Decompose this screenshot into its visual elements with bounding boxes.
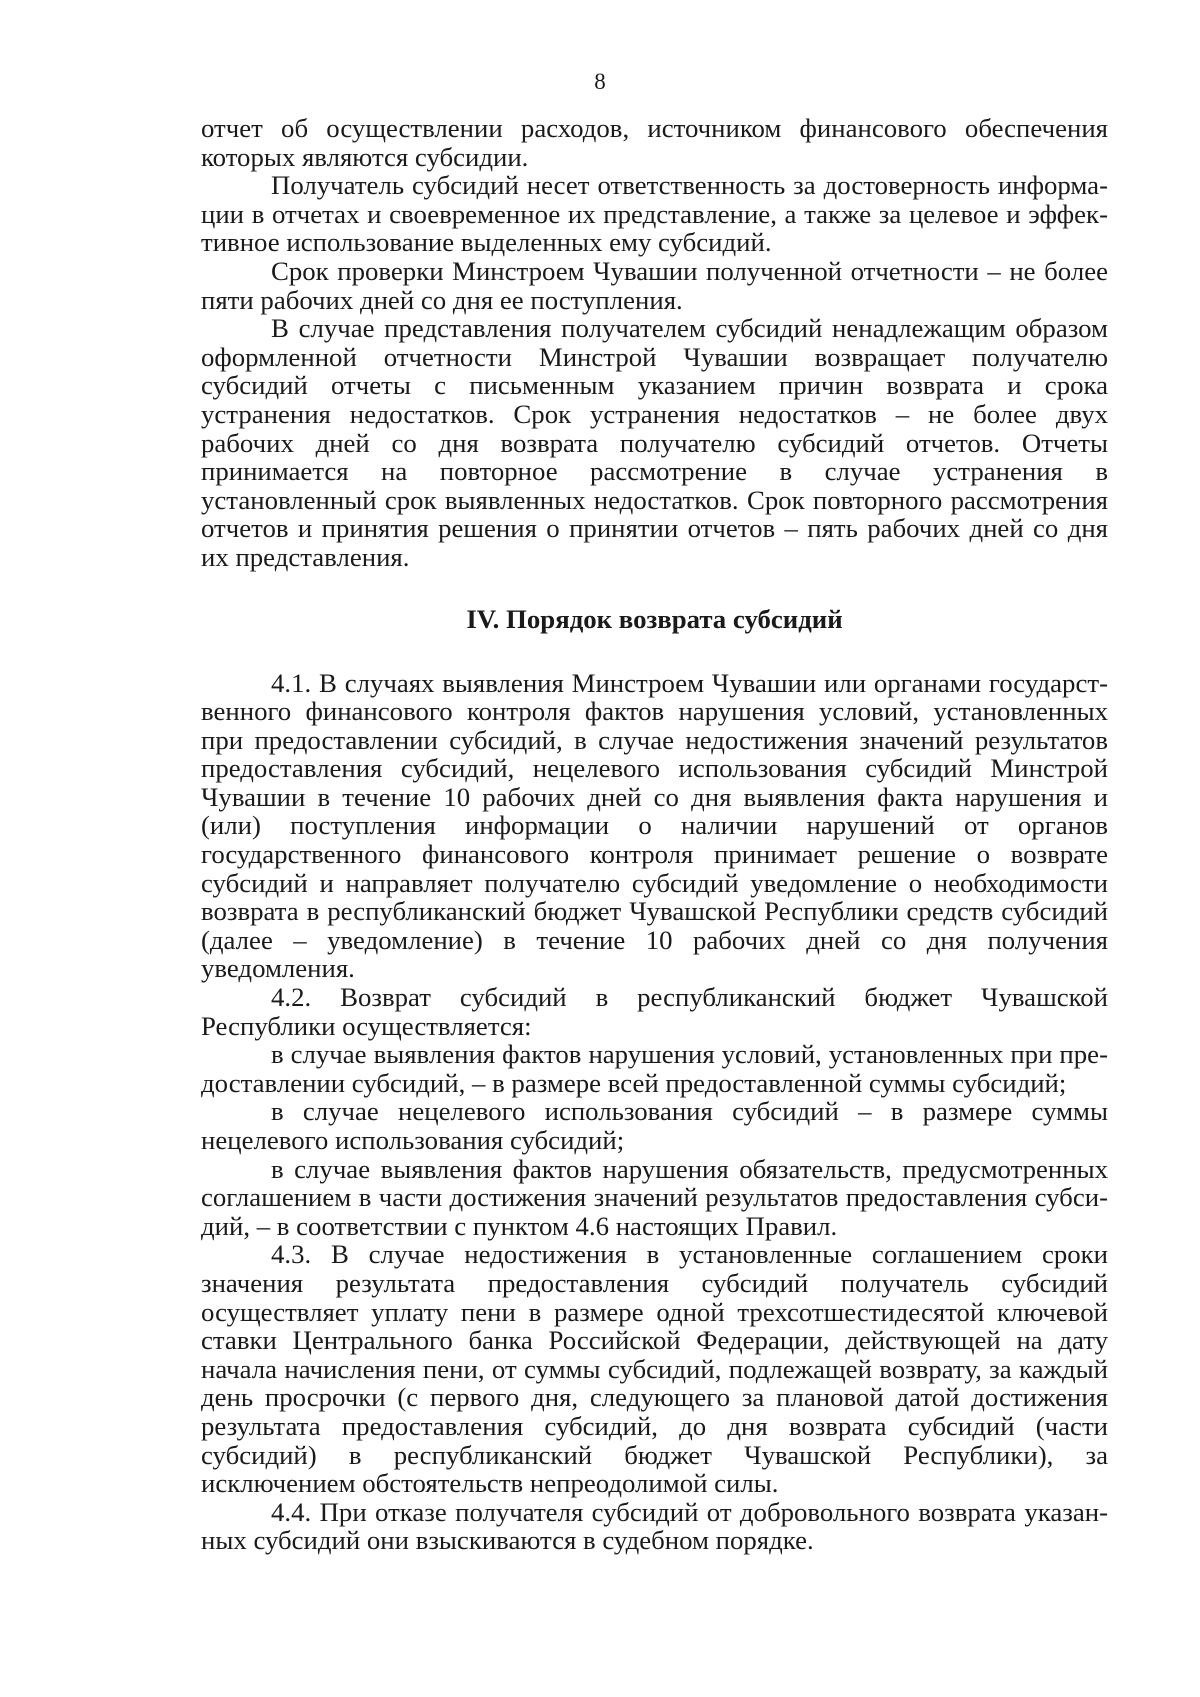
paragraph: Получатель субсидий несет ответственность за достоверность информации в отчетах и своевременное их представление, а также за целевое и эффективное использование выделенных ему субсидий.: [201, 170, 1108, 258]
paragraph: 4.2. Возврат субсидий в республиканский бюджет Чувашской Республики осуществляется:: [201, 982, 1108, 1041]
paragraph: в случае выявления фактов нарушения обязательств, предусмотренных соглашением в части достижения значений результатов предоставления субсидий, – в соответствии с пунктом 4.6 настоящих Правил.: [201, 1153, 1108, 1241]
paragraph: Срок проверки Минстроем Чувашии полученной отчетности – не более пяти рабочих дней со дня ее поступления.: [201, 255, 1108, 315]
document-body: [201, 114, 1108, 1555]
paragraph: отчет об осуществлении расходов, источником финансового обеспечения которых являются субсидии.: [201, 113, 1108, 172]
paragraph: в случае нецелевого использования субсидий – в размере суммы нецелевого использования субсидий;: [201, 1096, 1108, 1155]
section-heading: IV. Порядок возврата субсидий: [466, 603, 843, 634]
paragraph: 4.4. При отказе получателя субсидий от добровольного возврата указанных субсидий они взыскиваются в судебном порядке.: [201, 1496, 1108, 1556]
paragraph: 4.3. В случае недостижения в установленные соглашением сроки значения результата предоставления субсидий получатель субсидий осуществляет уплату пени в размере одной трехсотшестидесятой ключевой ставки Центрального банка Российской Федерации, действующей на дату начала начисления пени, от суммы субсидий, подлежащей возврату, за каждый день просрочки (с первого дня, следующего за плановой датой достижения результата предоставления субсидий, до дня возврата субсидий (части субсидий) в республиканский бюджет Чувашской Республики), за исключением обстоятельств непреодолимой силы.: [201, 1239, 1108, 1499]
page-number: 8: [594, 69, 606, 94]
paragraph: 4.1. В случаях выявления Минстроем Чувашии или органами государственного финансового контроля фактов нарушения условий, установленных при предоставлении субсидий, в случае недостижения значений результатов предоставления субсидий, нецелевого использования субсидий Минстрой Чувашии в течение 10 рабочих дней со дня выявления факта нарушения и (или) поступления информации о наличии нарушений от органов государственного финансового контроля принимает решение о возврате субсидий и направляет получателю субсидий уведомление о необходимости возврата в республиканский бюджет Чувашской Республики средств субсидий (далее – уведомление) в течение 10 рабочих дней со дня получения уведомления.: [201, 667, 1108, 984]
paragraph: В случае представления получателем субсидий ненадлежащим образом оформленной отчетности Минстрой Чувашии возвращает получателю субсидий отчеты с письменным указанием причин возврата и срока устранения недостатков. Срок устранения недостатков – не более двух рабочих дней со дня возврата получателю субсидий отчетов. Отчеты принимается на повторное рассмотрение в случае устранения в установленный срок выявленных недостатков. Срок повторного рассмотрения отчетов и принятия решения о принятии отчетов – пять рабочих дней со дня их представления.: [201, 313, 1108, 572]
paragraph: в случае выявления фактов нарушения условий, установленных при предоставлении субсидий, – в размере всей предоставленной суммы субсидий;: [201, 1039, 1108, 1098]
